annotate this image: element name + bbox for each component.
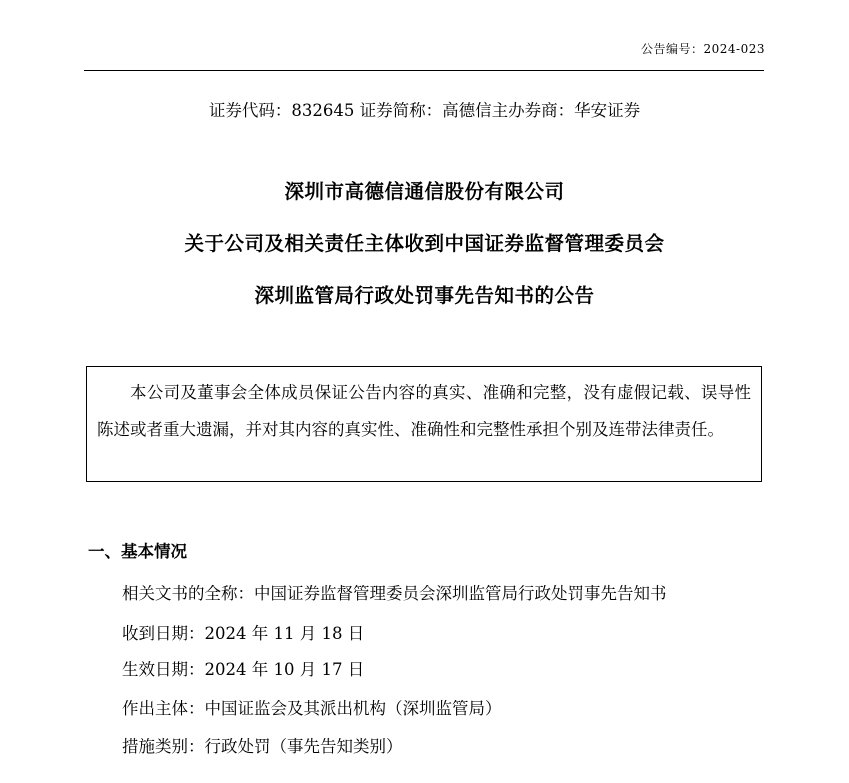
disclaimer-box: 本公司及董事会全体成员保证公告内容的真实、准确和完整，没有虚假记载、误导性陈述或者重大遗漏，并对其内容的真实性、准确性和完整性承担个别及连带法律责任。 xyxy=(86,366,762,482)
announcement-number: 公告编号：2024-023 xyxy=(641,42,765,56)
info-row-issuing-authority: 作出主体：中国证监会及其派出机构（深圳监管局） xyxy=(122,699,502,718)
info-row-effective-date: 生效日期：2024 年 10 月 17 日 xyxy=(122,660,365,679)
section-heading-basic-info: 一、基本情况 xyxy=(88,542,187,561)
title-company-name: 深圳市高德信通信股份有限公司 xyxy=(284,180,565,203)
header-divider xyxy=(84,70,764,71)
securities-info-line: 证券代码：832645 证券简称：高德信主办券商：华安证券 xyxy=(208,101,641,120)
title-line-2: 关于公司及相关责任主体收到中国证券监督管理委员会 xyxy=(184,232,665,255)
info-row-measure-type: 措施类别：行政处罚（事先告知类别） xyxy=(122,737,403,756)
info-row-received-date: 收到日期：2024 年 11 月 18 日 xyxy=(122,624,365,643)
title-line-3: 深圳监管局行政处罚事先告知书的公告 xyxy=(254,284,595,307)
info-row-document-name: 相关文书的全称：中国证券监督管理委员会深圳监管局行政处罚事先告知书 xyxy=(122,584,667,603)
